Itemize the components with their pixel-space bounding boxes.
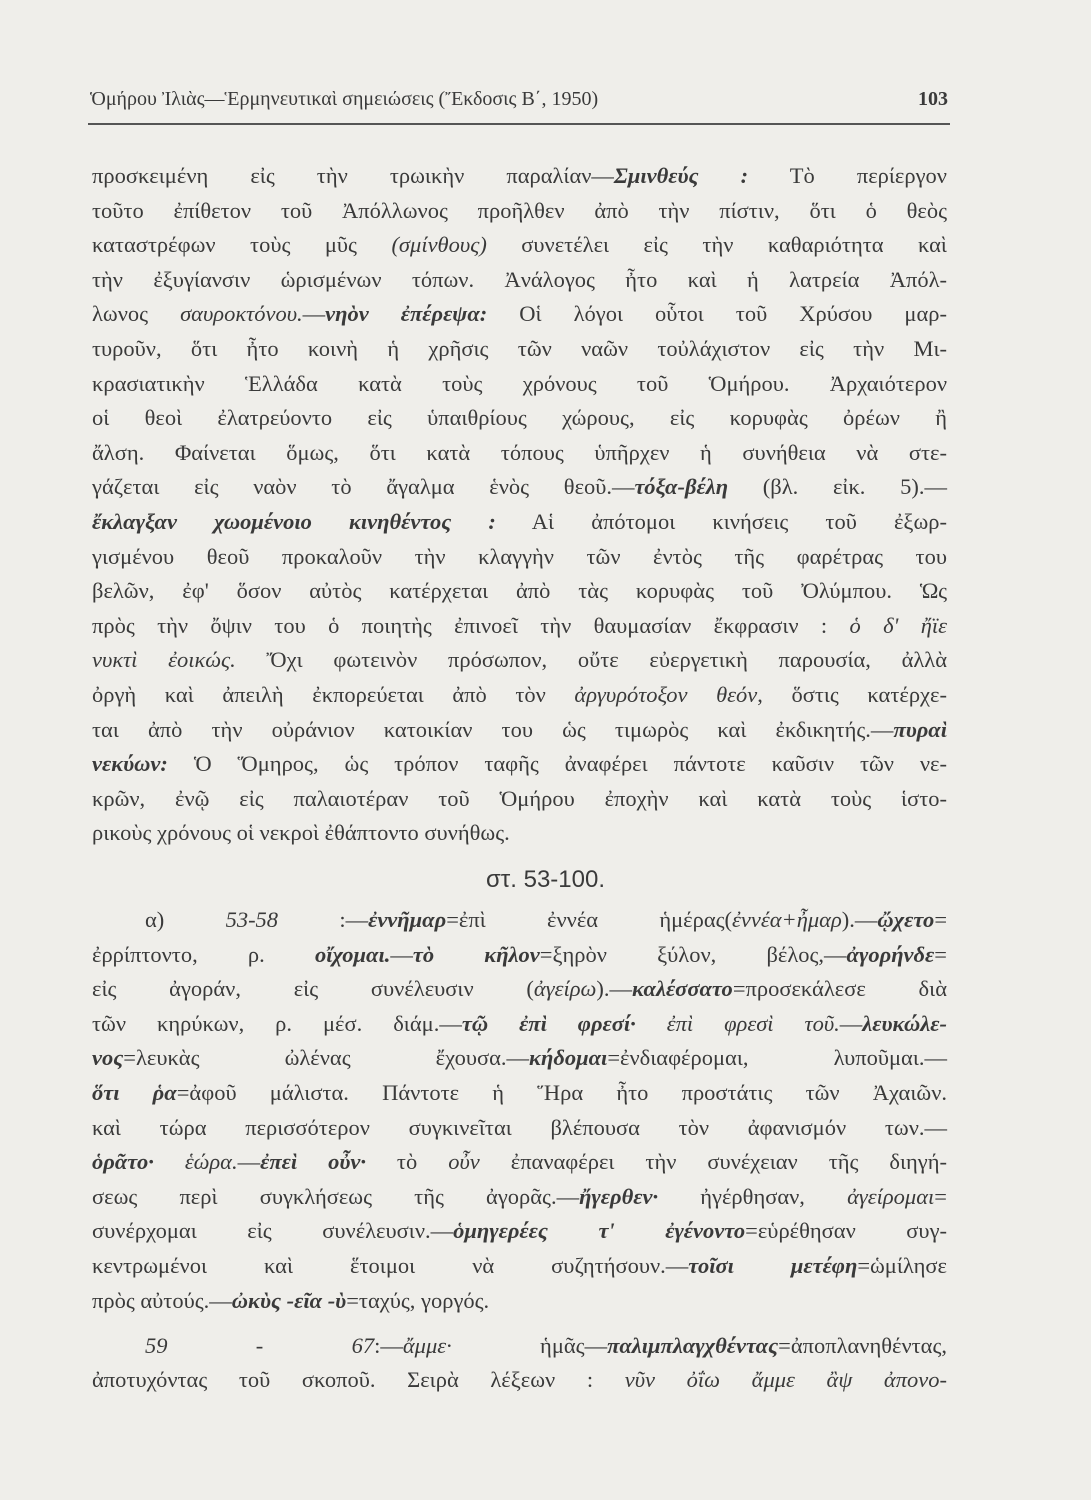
text-segment: ται ἀπὸ τὴν οὐράνιον κατοικίαν του ὡς τιμωρὸς καὶ ἐκδικητής.— [92, 716, 894, 742]
text-segment: ἐρρίπτοντο, ρ. [92, 941, 315, 967]
text-segment: :— [374, 1333, 403, 1358]
text-segment: , ὅστις κατέρχε- [757, 682, 947, 707]
text-segment: γάζεται εἰς ναὸν τὸ ἄγαλμα ἑνὸς θεοῦ.— [92, 474, 635, 500]
italic-text: 53-58 [225, 907, 279, 932]
text-line [92, 231, 947, 259]
text-line [92, 1010, 947, 1038]
italic-text: ἐπὶ φρεσὶ τοῦ. [666, 1010, 840, 1036]
text-segment: σεως περὶ συγκλήσεως τῆς ἀγορᾶς.— [92, 1183, 580, 1209]
text-segment: :— [278, 907, 369, 932]
text-segment: =εὑρέθησαν συγ- [745, 1218, 947, 1244]
text-segment: τυροῦν, ὅτι ἦτο κοινὴ ἡ χρῆσις τῶν ναῶν τοὐλάχιστον εἰς τὴν Μι- [92, 336, 947, 361]
text-segment: Ὄχι φωτεινὸν πρόσωπον, οὔτε εὐεργετικὴ παρουσία, ἀλλὰ [235, 647, 948, 673]
text-line [92, 577, 947, 605]
text-segment: — [302, 301, 326, 327]
text-segment: ἡμᾶς— [451, 1333, 608, 1358]
section-heading: στ. 53-100. [485, 866, 606, 893]
text-line [92, 1217, 947, 1245]
text-segment: τῶν κηρύκων, ρ. μέσ. διάμ.— [92, 1010, 462, 1036]
text-segment: =προσεκάλεσε διὰ [732, 976, 947, 1002]
headword: οἴχομαι. [314, 941, 391, 967]
text-segment: =ἀποπλανηθέντας, [778, 1333, 947, 1358]
headword: τοῖσι μετέφη [688, 1253, 858, 1278]
text-segment: =λευκὰς ὠλένας ἔχουσα.— [123, 1045, 530, 1071]
text-line [92, 646, 947, 674]
text-line [92, 819, 947, 847]
headword: ὠκὺς -εῖα -ὺ [231, 1287, 347, 1313]
headword: ἐννῆμαρ [368, 907, 447, 932]
text-line [92, 508, 947, 536]
text-segment: συνετέλει εἰς τὴν καθαριότητα καὶ [486, 232, 947, 258]
text-segment [636, 1011, 667, 1036]
text-segment: — [839, 1010, 863, 1036]
text-line [92, 612, 947, 640]
text-line [92, 473, 947, 501]
text-segment: γισμένου θεοῦ προκαλοῦν τὴν κλαγγὴν τῶν ἐντὸς τῆς φαρέτρας του [92, 543, 947, 569]
text-line [92, 681, 947, 709]
italic-text: ἀγείρομαι [847, 1183, 935, 1209]
text-segment: =ξηρὸν ξύλον, βέλος,— [539, 941, 847, 967]
italic-text: 59 - 67 [145, 1333, 375, 1358]
headword: νεκύων: [92, 751, 168, 777]
text-line [92, 1252, 947, 1280]
header-rule [88, 123, 950, 125]
italic-text: ἄμμε· [402, 1333, 452, 1358]
headword: νος [92, 1045, 124, 1071]
text-line [92, 370, 947, 398]
italic-text: ἑώρα. [184, 1149, 238, 1175]
headword: ὅτι ῥα [92, 1080, 177, 1105]
text-segment: Ὁ Ὅμηρος, ὡς τρόπον ταφῆς ἀναφέρει πάντοτε καῦσιν τῶν νε- [167, 751, 947, 777]
text-segment: =ἀφοῦ μάλιστα. Πάντοτε ἡ Ἥρα ἦτο προστάτις τῶν Ἀχαιῶν. [176, 1080, 947, 1105]
text-line [92, 975, 947, 1003]
text-segment: (βλ. εἰκ. 5).— [728, 474, 947, 500]
text-segment: ρικοὺς χρόνους οἱ νεκροὶ ἐθάπτοντο συνήθως. [92, 820, 510, 846]
text-segment: ὀργὴ καὶ ἀπειλὴ ἐκπορεύεται ἀπὸ τὸν [92, 682, 575, 707]
text-line [92, 716, 947, 744]
text-line [92, 335, 947, 363]
headword: τῷ ἐπὶ φρεσί· [461, 1010, 636, 1036]
text-segment: κρασιατικὴν Ἑλλάδα κατὰ τοὺς χρόνους τοῦ Ὁμήρου. Ἀρχαιότερον [92, 370, 947, 396]
text-line [92, 785, 947, 813]
text-line [92, 439, 947, 467]
headword: πυραὶ [893, 716, 947, 742]
italic-text: νυκτὶ ἐοικώς. [92, 647, 236, 673]
text-line [92, 1287, 947, 1315]
headword: παλιμπλαγχθέντας [607, 1333, 779, 1358]
text-line [92, 197, 947, 225]
headword: ὁμηγερέες τ' ἐγένοντο [453, 1218, 746, 1244]
text-line [92, 1366, 947, 1394]
text-segment: βελῶν, ἐφ' ὅσον αὐτὸς κατέρχεται ἀπὸ τὰς κορυφὰς τοῦ Ὀλύμπου. Ὡς [92, 578, 947, 604]
text-segment: ἀποτυχόντας τοῦ σκοποῦ. Σειρὰ λέξεων : [92, 1367, 625, 1392]
text-segment: =ἐπὶ ἐννέα ἡμέρας( [446, 907, 733, 932]
italic-text: νῦν ὀΐω ἄμμε ἂψ ἀπονο- [624, 1367, 947, 1392]
text-line [92, 1114, 947, 1142]
headword: κήδομαι [529, 1045, 608, 1071]
headword: τὸ κῆλον [412, 941, 540, 967]
text-segment: κρῶν, ἐνῷ εἰς παλαιοτέραν τοῦ Ὁμήρου ἐποχὴν καὶ κατὰ τοὺς ἱστο- [92, 785, 947, 811]
text-line [92, 404, 947, 432]
headword: ἀγορήνδε [846, 941, 935, 967]
text-segment: =ταχύς, γοργός. [346, 1287, 490, 1313]
text-line [92, 941, 947, 969]
text-segment: =ἐνδιαφέρομαι, λυποῦμαι.— [607, 1045, 947, 1071]
page-number: 103 [918, 88, 948, 110]
text-segment: ).— [596, 976, 633, 1002]
text-line [92, 162, 947, 190]
headword: ἐπεὶ οὖν· [260, 1149, 366, 1175]
text-line [92, 300, 947, 328]
text-segment: — [237, 1149, 261, 1175]
text-line [92, 1183, 947, 1211]
headword: Σμινθεύς : [613, 163, 749, 188]
text-segment: Τὸ περίεργον [748, 163, 947, 188]
headword: ᾤχετο [877, 907, 935, 932]
italic-text: (σμίνθους) [391, 232, 487, 258]
headword: τόξα-βέλη [634, 474, 729, 500]
text-line [145, 906, 947, 934]
text-segment: εἰς ἀγοράν, εἰς συνέλευσιν ( [92, 976, 534, 1002]
headword: νηὸν ἐπέρεψα: [325, 301, 488, 327]
headword: ἤγερθεν· [579, 1183, 659, 1209]
headword: καλέσσατο [632, 976, 733, 1002]
text-segment [154, 1149, 185, 1174]
text-segment: — [390, 941, 413, 967]
text-segment: ἐπαναφέρει τὴν συνέχειαν τῆς διηγή- [479, 1149, 948, 1175]
text-line [145, 1332, 947, 1360]
text-segment: Αἱ ἀπότομοι κινήσεις τοῦ ἐξωρ- [495, 509, 947, 534]
text-segment: πρὸς τὴν ὄψιν του ὁ ποιητὴς ἐπινοεῖ τὴν θαυμασίαν ἔκφρασιν : [92, 612, 850, 638]
running-header [90, 88, 948, 114]
text-segment: = [934, 1183, 947, 1209]
italic-text: ὁ δ' ἤϊε [849, 612, 947, 638]
text-segment: τὴν ἐξυγίανσιν ὡρισμένων τόπων. Ἀνάλογος ἦτο καὶ ἡ λατρεία Ἀπόλ- [92, 266, 947, 292]
text-line [92, 1079, 947, 1107]
text-segment: α) [145, 907, 226, 932]
text-segment: καὶ τώρα περισσότερον συγκινεῖται βλέπουσα τὸν ἀφανισμόν των.— [92, 1114, 947, 1140]
headword: λευκώλε- [862, 1010, 947, 1036]
text-segment: ).— [841, 907, 878, 932]
text-segment: πρὸς αὐτούς.— [92, 1287, 232, 1313]
text-line [92, 543, 947, 571]
text-segment: κεντρωμένοι καὶ ἕτοιμοι νὰ συζητήσουν.— [92, 1253, 689, 1278]
text-line [92, 266, 947, 294]
text-segment: λωνος [92, 301, 181, 327]
text-segment: = [934, 907, 948, 932]
text-segment: τὸ [365, 1149, 449, 1175]
headword: ἔκλαγξαν χωομένοιο κινηθέντος : [92, 509, 496, 534]
italic-text: σαυροκτόνου. [180, 301, 303, 327]
text-segment: = [934, 941, 947, 967]
text-segment: ἠγέρθησαν, [658, 1183, 848, 1209]
header-title: Ὁμήρου Ἰλιὰς—Ἑρμηνευτικαὶ σημειώσεις (Ἔκδοσις Β΄, 1950) [90, 88, 599, 110]
text-segment: ἄλση. Φαίνεται ὅμως, ὅτι κατὰ τόπους ὑπῆρχεν ἡ συνήθεια νὰ στε- [92, 439, 947, 465]
text-segment: προσκειμένη εἰς τὴν τρωικὴν παραλίαν— [92, 163, 614, 188]
italic-text: ἀγείρω [533, 976, 597, 1002]
text-line [92, 1148, 947, 1176]
text-line [92, 1044, 947, 1072]
italic-text: οὖν [448, 1149, 480, 1175]
text-segment: Οἱ λόγοι οὗτοι τοῦ Χρύσου μαρ- [487, 301, 947, 327]
text-segment: =ὡμίλησε [857, 1253, 947, 1278]
text-segment: καταστρέφων τοὺς μῦς [92, 232, 392, 258]
text-line [92, 750, 947, 778]
text-segment: τοῦτο ἐπίθετον τοῦ Ἀπόλλωνος προῆλθεν ἀπὸ τὴν πίστιν, ὅτι ὁ θεὸς [92, 197, 947, 223]
text-segment: οἱ θεοὶ ἐλατρεύοντο εἰς ὑπαιθρίους χώρους, εἰς κορυφὰς ὀρέων ἢ [92, 405, 947, 431]
italic-text: ἀργυρότοξον θεόν [574, 682, 758, 707]
text-segment: συνέρχομαι εἰς συνέλευσιν.— [92, 1218, 454, 1244]
headword: ὁρᾶτο· [92, 1149, 154, 1175]
italic-text: ἐννέα+ἦμαρ [732, 907, 842, 932]
